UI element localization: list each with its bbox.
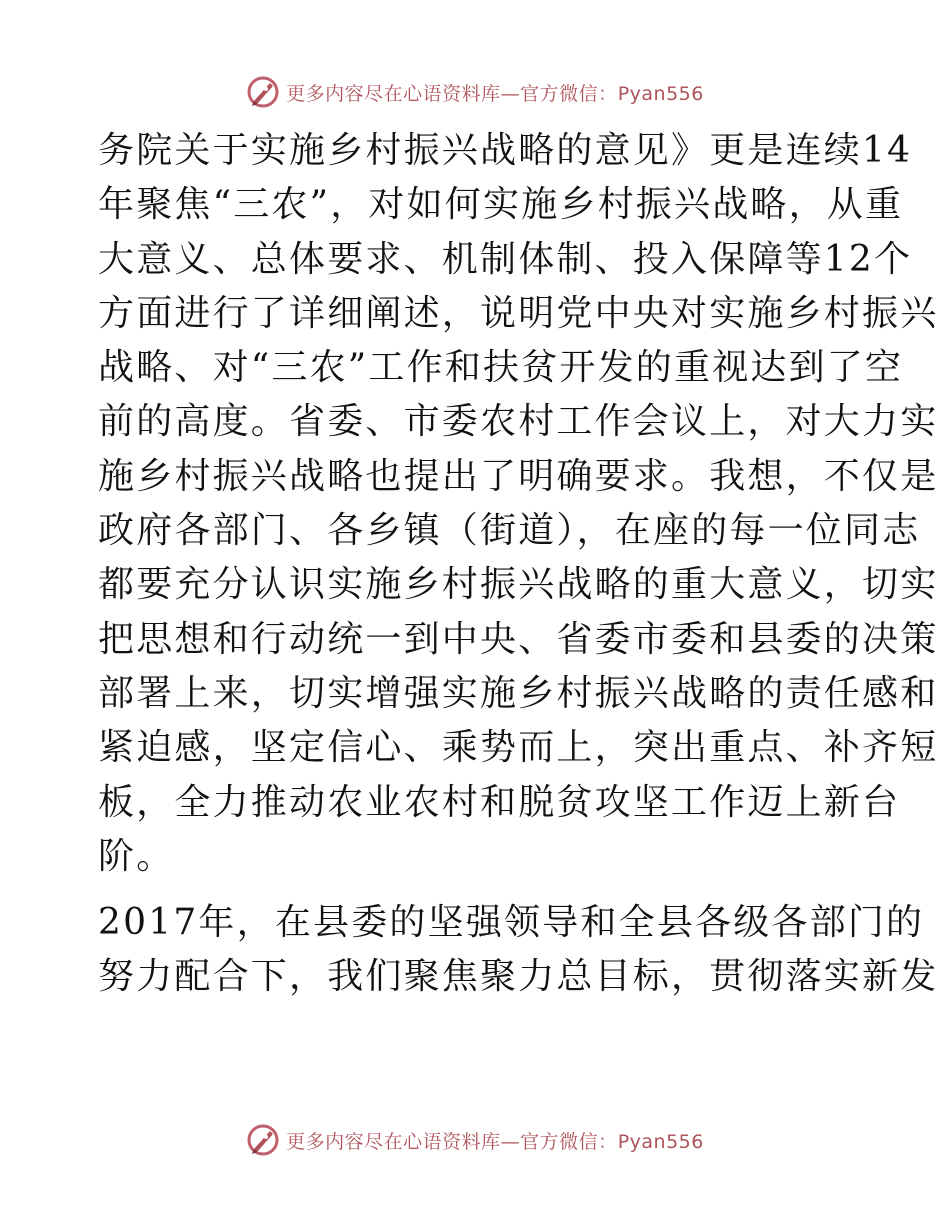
watermark-text — [286, 1127, 704, 1154]
watermark-label: 官方微信： — [520, 82, 618, 105]
watermark-slogan: 更多内容尽在心语资料库 — [286, 82, 501, 105]
text-line: 前的高度。省委、市委农村工作会议上，对大力实 — [98, 401, 939, 443]
text-line: 政府各部门、各乡镇（街道），在座的每一位同志 — [98, 510, 921, 552]
text-line: 务院关于实施乡村振兴战略的意见》更是连续14 — [98, 130, 913, 171]
watermark-slogan: 更多内容尽在心语资料库 — [286, 1130, 501, 1153]
watermark-text — [286, 79, 704, 106]
text-line: 年聚焦“三农”，对如何实施乡村振兴战略，从重 — [98, 184, 904, 226]
pen-logo-icon — [246, 75, 280, 109]
text-line: 战略、对“三农”工作和扶贫开发的重视达到了空 — [98, 347, 904, 389]
text-line: 努力配合下，我们聚焦聚力总目标，贯彻落实新发 — [98, 956, 939, 998]
text-line: 方面进行了详细阐述，说明党中央对实施乡村振兴 — [98, 292, 939, 334]
text-line: 把思想和行动统一到中央、省委市委和县委的决策 — [98, 618, 939, 660]
text-line: 2017年，在县委的坚强领导和全县各级各部门的 — [98, 902, 925, 944]
text-line: 部署上来，切实增强实施乡村振兴战略的责任感和 — [98, 672, 939, 714]
pen-logo-icon — [246, 1123, 280, 1157]
text-line: 施乡村振兴战略也提出了明确要求。我想，不仅是 — [98, 455, 939, 497]
footer-watermark — [0, 1120, 950, 1160]
text-line: 阶。 — [98, 835, 175, 877]
text-line: 板，全力推动农业农村和脱贫攻坚工作迈上新台 — [98, 781, 901, 823]
watermark-handle: Pyan556 — [617, 82, 704, 105]
watermark-dash: — — [500, 82, 521, 105]
document-body — [98, 124, 939, 1005]
watermark-label: 官方微信： — [520, 1130, 618, 1153]
text-line: 紧迫感，坚定信心、乘势而上，突出重点、补齐短 — [98, 727, 939, 769]
text-line: 大意义、总体要求、机制体制、投入保障等12个 — [98, 238, 913, 280]
header-watermark — [0, 72, 950, 112]
watermark-handle: Pyan556 — [617, 1130, 704, 1153]
watermark-dash: — — [500, 1130, 521, 1153]
text-line: 都要充分认识实施乡村振兴战略的重大意义，切实 — [98, 564, 939, 606]
